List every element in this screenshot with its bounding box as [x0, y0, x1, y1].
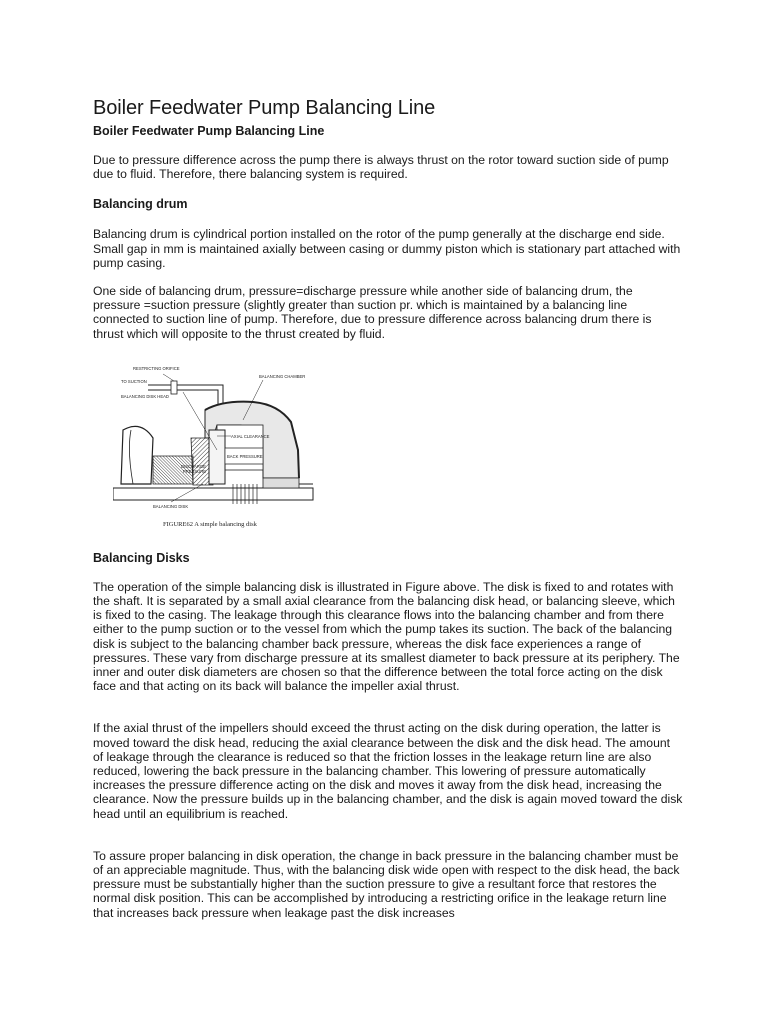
page-title: Boiler Feedwater Pump Balancing Line [93, 97, 436, 119]
balancing-drum-paragraph-2: One side of balancing drum, pressure=discharge pressure while another side of balancing drum, the pressure =suction pressure (slightly greater than suction pr. which is maintained by a balancing line connected to suction line of pump. Therefore, due to pressure difference across balancing drum there is thrust which will opposite to the thrust created by fluid. [93, 284, 652, 341]
balancing-disks-paragraph-3: To assure proper balancing in disk operation, the change in back pressure in the balancing chamber must be of an appreciable magnitude. Thus, with the balancing disk wide open with respect to the disk head, the back pressure must be substantially higher than the suction pressure to give a resultant force that restores the normal disk position. This can be accomplished by introducing a restricting orifice in the leakage return line that increases back pressure when leakage past the disk increases [93, 848, 680, 920]
balancing-disk-figure [113, 360, 323, 530]
intro-paragraph: Due to pressure difference across the pump there is always thrust on the rotor toward suction side of pump due to fluid. Therefore, there balancing system is required. [93, 153, 669, 182]
balancing-disks-paragraph-1: The operation of the simple balancing disk is illustrated in Figure above. The disk is fixed to and rotates with the shaft. It is separated by a small axial clearance from the balancing disk head, or balancing sleeve, which is fixed to the casing. The leakage through this clearance flows into the balancing chamber and from there either to the pump suction or to the vessel from which the pump takes its suction. The back of the balancing disk is subject to the balancing chamber back pressure, whereas the disk face experiences a range of pressures. These vary from discharge pressure at its smallest diameter to back pressure at its periphery. The inner and outer disk diameters are chosen so that the difference between the total force acting on the disk face and that acting on its back will balance the impeller axial thrust. [93, 579, 680, 694]
balancing-disks-paragraph-2: If the axial thrust of the impellers should exceed the thrust acting on the disk during operation, the latter is moved toward the disk head, reducing the axial clearance between the disk and the disk head. The amount of leakage through the clearance is reduced so that the friction losses in the leakage return line are also reduced, lowering the back pressure in the balancing chamber. This lowering of pressure automatically increases the pressure difference acting on the disk and moves it away from the disk head, increasing the clearance. Now the pressure builds up in the balancing chamber, and the disk is again moved toward the disk head until an equilibrium is reached. [93, 721, 683, 821]
label-restricting-orifice: RESTRICTING ORIFICE [133, 366, 180, 371]
label-pressure: PRESSURE [183, 469, 207, 474]
balancing-drum-paragraph-1: Balancing drum is cylindrical portion installed on the rotor of the pump generally at the discharge end side. Small gap in mm is maintained axially between casing or dummy piston which is stationary part attached with pump casing. [93, 227, 681, 270]
restricting-orifice-icon [171, 381, 177, 394]
label-balancing-chamber: BALANCING CHAMBER [259, 374, 306, 379]
label-axial-clearance: AXIAL CLEARANCE [231, 434, 270, 439]
figure-caption: FIGURE62 A simple balancing disk [163, 521, 257, 528]
balancing-disk-diagram [113, 360, 323, 530]
label-balancing-disk-head: BALANCING DISK HEAD [121, 394, 169, 399]
page-subtitle: Boiler Feedwater Pump Balancing Line [93, 124, 325, 138]
label-to-suction: TO SUCTION [121, 379, 147, 384]
section-heading-balancing-disks: Balancing Disks [93, 550, 190, 565]
label-discharge: DISCHARGE [181, 464, 206, 469]
label-back-pressure: BACK PRESSURE [227, 454, 263, 459]
section-heading-balancing-drum: Balancing drum [93, 197, 188, 212]
label-balancing-disk: BALANCING DISK [153, 504, 189, 509]
